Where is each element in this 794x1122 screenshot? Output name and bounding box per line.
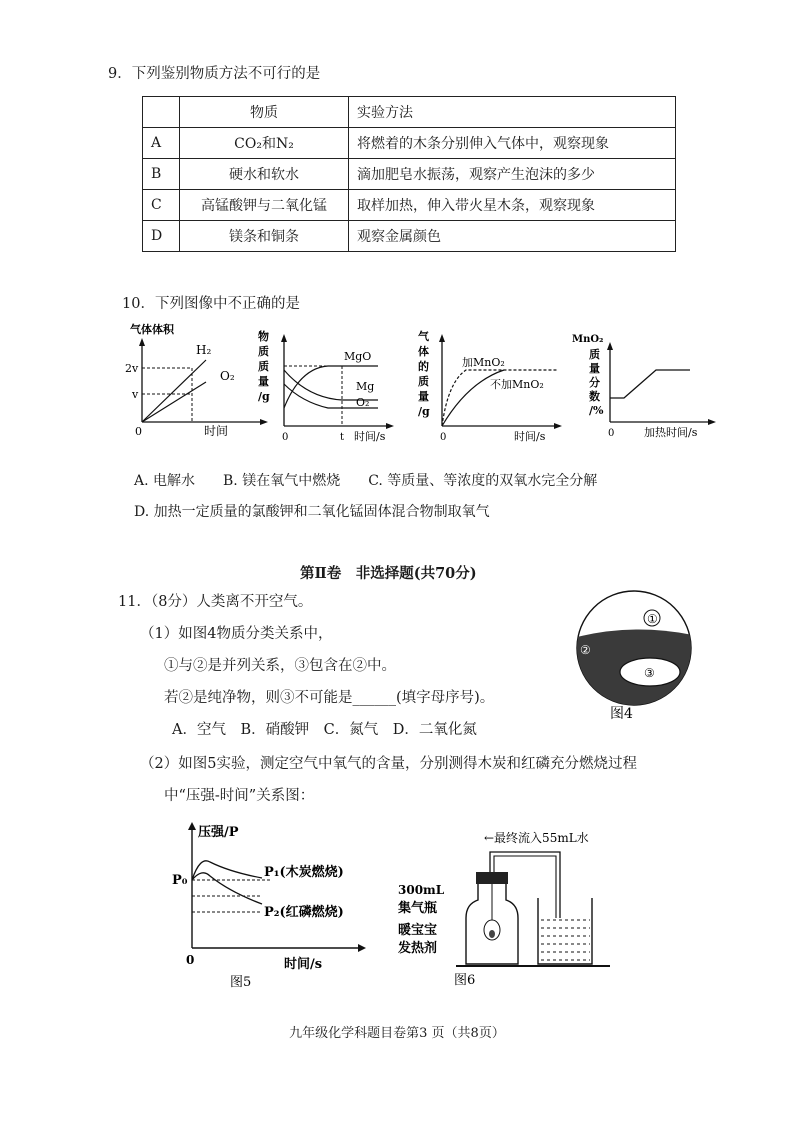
q11-part2-line2: 中“压强-时间”关系图：: [164, 788, 315, 804]
p1-label: P₁(木炭燃烧): [264, 865, 344, 880]
heating-pack-core: [489, 930, 495, 938]
x-axis-arrow: [554, 423, 562, 429]
q10-options-abc: A. 电解水 B. 镁在氧气中燃烧 C. 等质量、等浓度的双氧水完全分解: [134, 473, 598, 489]
table-cell: 取样加热，伸入带火星木条，观察现象: [349, 190, 676, 221]
charcoal-curve: [192, 861, 262, 880]
x-label: 加热时间/s: [644, 426, 698, 439]
q11-part1-line2: ①与②是并列关系，③包含在②中。: [164, 658, 396, 674]
origin: 0: [135, 425, 142, 438]
pack-label: 暖宝宝: [398, 923, 438, 938]
ylabel-char: 体: [418, 345, 429, 358]
q10-stem: 10．下列图像中不正确的是: [122, 296, 300, 312]
table-header-substance: 物质: [180, 97, 349, 128]
ylabel-char: 量: [589, 362, 600, 375]
x-label: 时间/s: [354, 430, 386, 443]
flow-note: ←最终流入55mL水: [484, 831, 589, 845]
ylabel-char: 分: [589, 376, 600, 389]
table-row: [143, 128, 676, 159]
without-mno2-label: 不加MnO₂: [490, 378, 544, 391]
table-row: [143, 190, 676, 221]
label-3: ③: [644, 666, 655, 680]
figure-6: [398, 822, 628, 992]
origin: 0: [282, 432, 289, 443]
table-row: [143, 97, 676, 128]
table-cell: 观察金属颜色: [349, 221, 676, 252]
q11-part1-line3: 若②是纯净物，则③不可能是______(填字母序号)。: [164, 690, 495, 706]
table-cell: C: [143, 190, 180, 221]
p2-label: P₂(红磷燃烧): [264, 905, 344, 920]
figure-4-caption: 图4: [610, 706, 633, 722]
mgo-label: MgO: [344, 350, 372, 363]
t-label: t: [340, 432, 345, 443]
figure-5-caption: 图5: [230, 975, 252, 990]
ylabel-char: 数: [589, 390, 600, 403]
ylabel-char: 质: [418, 375, 429, 388]
q11-stem: 11．（8分）人类离不开空气。: [118, 594, 313, 610]
q10-option-d: D. 加热一定质量的氯酸钾和二氧化锰固体混合物制取氧气: [134, 504, 490, 520]
ylabel-char: 气: [418, 330, 429, 343]
y-axis-arrow: [607, 342, 613, 350]
bottle-volume: 300mL: [398, 883, 445, 897]
q11-part1-options: A．空气 B．硝酸钾 C．氮气 D．二氧化氮: [172, 722, 477, 738]
mg-label: Mg: [356, 380, 375, 393]
h2-label: H₂: [196, 343, 212, 357]
origin: 0: [608, 428, 615, 439]
y-axis-arrow: [281, 334, 287, 342]
ylabel-char: 质: [589, 348, 600, 361]
table-cell: [143, 97, 180, 128]
q11-part2: （2）如图5实验，测定空气中氧气的含量，分别测得木炭和红磷充分燃烧过程: [140, 756, 637, 772]
x-label: 时间/s: [514, 430, 546, 443]
table-header-method: 实验方法: [349, 97, 676, 128]
y-axis-arrow: [139, 338, 145, 346]
graph-a: [125, 322, 270, 446]
x-label: 时间: [204, 424, 229, 438]
table-row: [143, 221, 676, 252]
table-row: [143, 159, 676, 190]
x-label: 时间/s: [284, 957, 323, 972]
origin: 0: [440, 432, 447, 443]
label-2: ②: [580, 643, 591, 657]
stopper: [476, 872, 508, 884]
graph-d: [572, 330, 722, 446]
y-axis-arrow: [188, 822, 196, 830]
table-cell: 将燃着的木条分别伸入气体中，观察现象: [349, 128, 676, 159]
table-cell: 硬水和软水: [180, 159, 349, 190]
tick-2v: 2v: [125, 362, 139, 375]
ylabel-char: 质: [258, 360, 269, 373]
x-axis-arrow: [708, 419, 716, 425]
table-cell: CO₂和N₂: [180, 128, 349, 159]
ylabel-char: /%: [589, 404, 604, 417]
ylabel-char: /g: [258, 390, 270, 403]
origin: 0: [186, 953, 195, 967]
graph-c: [418, 322, 568, 446]
q9-stem: 9．下列鉴别物质方法不可行的是: [108, 66, 321, 82]
with-mno2-label: 加MnO₂: [462, 356, 505, 369]
q9-table: [142, 96, 676, 252]
pack-label-2: 发热剂: [398, 941, 438, 956]
o2-label: O₂: [220, 369, 235, 383]
ylabel-char: /g: [418, 405, 430, 418]
x-axis-arrow: [358, 944, 366, 952]
ylabel-char: 量: [258, 375, 269, 388]
ylabel-char: 的: [418, 360, 429, 373]
tick-v: v: [132, 388, 139, 401]
page-footer: 九年级化学科题目卷第3 页（共8页）: [289, 1026, 505, 1041]
table-cell: 高锰酸钾与二氧化锰: [180, 190, 349, 221]
table-cell: 滴加肥皂水振荡，观察产生泡沫的多少: [349, 159, 676, 190]
ylabel-char: 量: [418, 390, 429, 403]
table-cell: D: [143, 221, 180, 252]
q11-part1: （1）如图4物质分类关系中，: [140, 626, 333, 642]
graph-a-ylabel: 气体体积: [130, 323, 174, 336]
mno2-fraction-line: [610, 370, 690, 398]
ylabel-char: 质: [258, 345, 269, 358]
label-1: ①: [647, 612, 658, 626]
y-label: 压强/P: [198, 825, 239, 840]
section-title: 第Ⅱ卷 非选择题(共70分): [300, 565, 477, 582]
phosphorus-curve: [192, 873, 262, 904]
o2-line: [142, 382, 206, 422]
table-cell: 镁条和铜条: [180, 221, 349, 252]
figure-5: [170, 816, 390, 992]
figure-4: [566, 590, 706, 730]
table-cell: A: [143, 128, 180, 159]
bottle-label: 集气瓶: [398, 901, 438, 916]
graph-b: [258, 328, 398, 446]
mno2-label: MnO₂: [572, 334, 604, 345]
y-axis-arrow: [439, 334, 445, 342]
table-cell: B: [143, 159, 180, 190]
figure-6-caption: 图6: [454, 973, 476, 988]
p0-label: P₀: [172, 873, 188, 888]
h2-line: [142, 360, 206, 422]
beaker-water: [539, 918, 591, 963]
o2-label: O₂: [356, 396, 370, 409]
ylabel-char: 物: [258, 330, 269, 343]
x-axis-arrow: [386, 423, 394, 429]
